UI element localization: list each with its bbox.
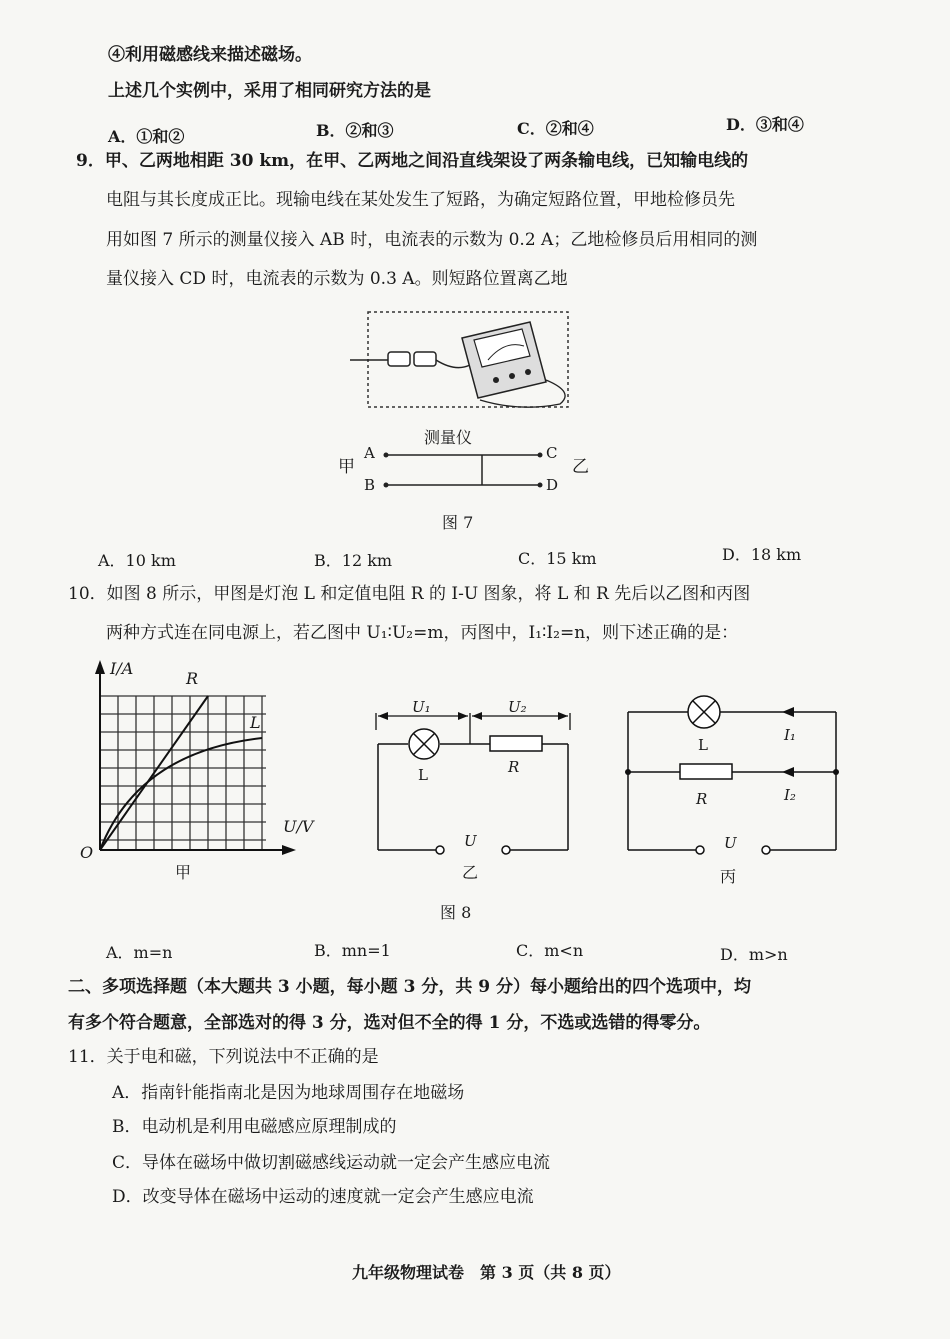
i2-arrow <box>782 767 794 777</box>
q11-option-a: A．指南针能指南北是因为地球周围存在地磁场 <box>112 1083 465 1103</box>
place-jia-label: 甲 <box>338 457 355 477</box>
point-c-label: C <box>546 444 558 462</box>
parallel-caption: 丙 <box>720 867 737 886</box>
terminal-left <box>436 846 444 854</box>
parallel-resistor-label: R <box>696 790 708 808</box>
point-a-label: A <box>364 444 375 462</box>
q8-option-a: A．①和② <box>108 127 185 146</box>
x-axis-label: U/V <box>283 817 314 836</box>
q10-option-d: D．m>n <box>720 945 788 964</box>
q10-line2: 两种方式连在同电源上，若乙图中 U₁∶U₂=m，丙图中，I₁∶I₂=n，则下述正确的是： <box>106 623 739 643</box>
parallel-source-label: U <box>724 834 737 852</box>
q9-option-c: C．15 km <box>518 549 597 568</box>
q9-line3: 用如图 7 所示的测量仪接入 AB 时，电流表的示数为 0.2 A；乙地检修员后用相同的测 <box>106 230 758 250</box>
y-axis-arrow <box>95 660 105 674</box>
graph-caption: 甲 <box>175 863 192 882</box>
device-label: 测量仪 <box>424 428 473 447</box>
series-lamp-label: L <box>418 766 428 784</box>
curve-r-label: R <box>186 669 199 688</box>
i1-arrow <box>782 707 794 717</box>
i1-label: I₁ <box>784 726 796 744</box>
q8-option-d: D．③和④ <box>726 115 804 134</box>
curve-l-label: L <box>250 713 261 732</box>
q11-option-d: D．改变导体在磁场中运动的速度就一定会产生感应电流 <box>112 1187 534 1207</box>
origin-label: O <box>80 843 94 862</box>
figure-8-caption: 图 8 <box>440 903 472 922</box>
curve-l <box>100 738 262 850</box>
section2-line1: 二、多项选择题（本大题共 3 小题，每小题 3 分，共 9 分）每小题给出的四个选项中，均 <box>68 977 751 997</box>
q10-option-c: C．m<n <box>516 941 584 960</box>
q8-question: 上述几个实例中，采用了相同研究方法的是 <box>108 81 431 101</box>
q8-option-c: C．②和④ <box>517 119 594 138</box>
resistor-icon <box>490 736 542 751</box>
q9-option-b: B．12 km <box>314 551 393 570</box>
q10-option-b: B．mn=1 <box>314 941 391 960</box>
i2-label: I₂ <box>784 786 796 804</box>
parallel-circuit <box>625 696 839 886</box>
parallel-resistor-icon <box>680 764 732 779</box>
q9-option-a: A．10 km <box>98 551 176 570</box>
terminal-right <box>502 846 510 854</box>
q9-line2: 电阻与其长度成正比。现输电线在某处发生了短路，为确定短路位置，甲地检修员先 <box>106 190 735 210</box>
q9-option-d: D．18 km <box>722 545 802 564</box>
q10-option-a: A．m=n <box>106 943 173 962</box>
iu-graph <box>80 659 315 882</box>
series-circuit <box>376 698 570 882</box>
u2-label: U₂ <box>508 698 527 716</box>
q11-option-c: C．导体在磁场中做切割磁感线运动就一定会产生感应电流 <box>112 1153 551 1173</box>
figure-7-caption: 图 7 <box>442 513 474 532</box>
q11-option-b: B．电动机是利用电磁感应原理制成的 <box>112 1117 397 1137</box>
q10-line1: 10．如图 8 所示，甲图是灯泡 L 和定值电阻 R 的 I-U 图象，将 L 和 R 先后以乙图和丙图 <box>68 584 751 604</box>
q11-stem: 11．关于电和磁，下列说法中不正确的是 <box>68 1047 379 1067</box>
y-axis-label: I/A <box>110 659 134 678</box>
series-caption: 乙 <box>462 863 479 882</box>
series-resistor-label: R <box>508 758 520 776</box>
point-d-label: D <box>546 476 559 494</box>
page-footer: 九年级物理试卷 第 3 页（共 8 页） <box>352 1263 621 1282</box>
q9-line1: 9．甲、乙两地相距 30 km，在甲、乙两地之间沿直线架设了两条输电线，已知输电线的 <box>76 151 749 171</box>
section2-line2: 有多个符合题意，全部选对的得 3 分，选对但不全的得 1 分，不选或选错的得零分。 <box>68 1013 711 1033</box>
x-axis-arrow <box>282 845 296 855</box>
point-b-label: B <box>364 476 376 494</box>
q8-item4: ④利用磁感线来描述磁场。 <box>108 45 312 65</box>
q8-option-b: B．②和③ <box>316 121 394 140</box>
q9-line4: 量仪接入 CD 时，电流表的示数为 0.3 A。则短路位置离乙地 <box>106 269 568 289</box>
place-yi-label: 乙 <box>572 457 589 477</box>
u1-label: U₁ <box>412 698 431 716</box>
parallel-lamp-label: L <box>698 736 708 754</box>
series-source-label: U <box>464 832 477 850</box>
